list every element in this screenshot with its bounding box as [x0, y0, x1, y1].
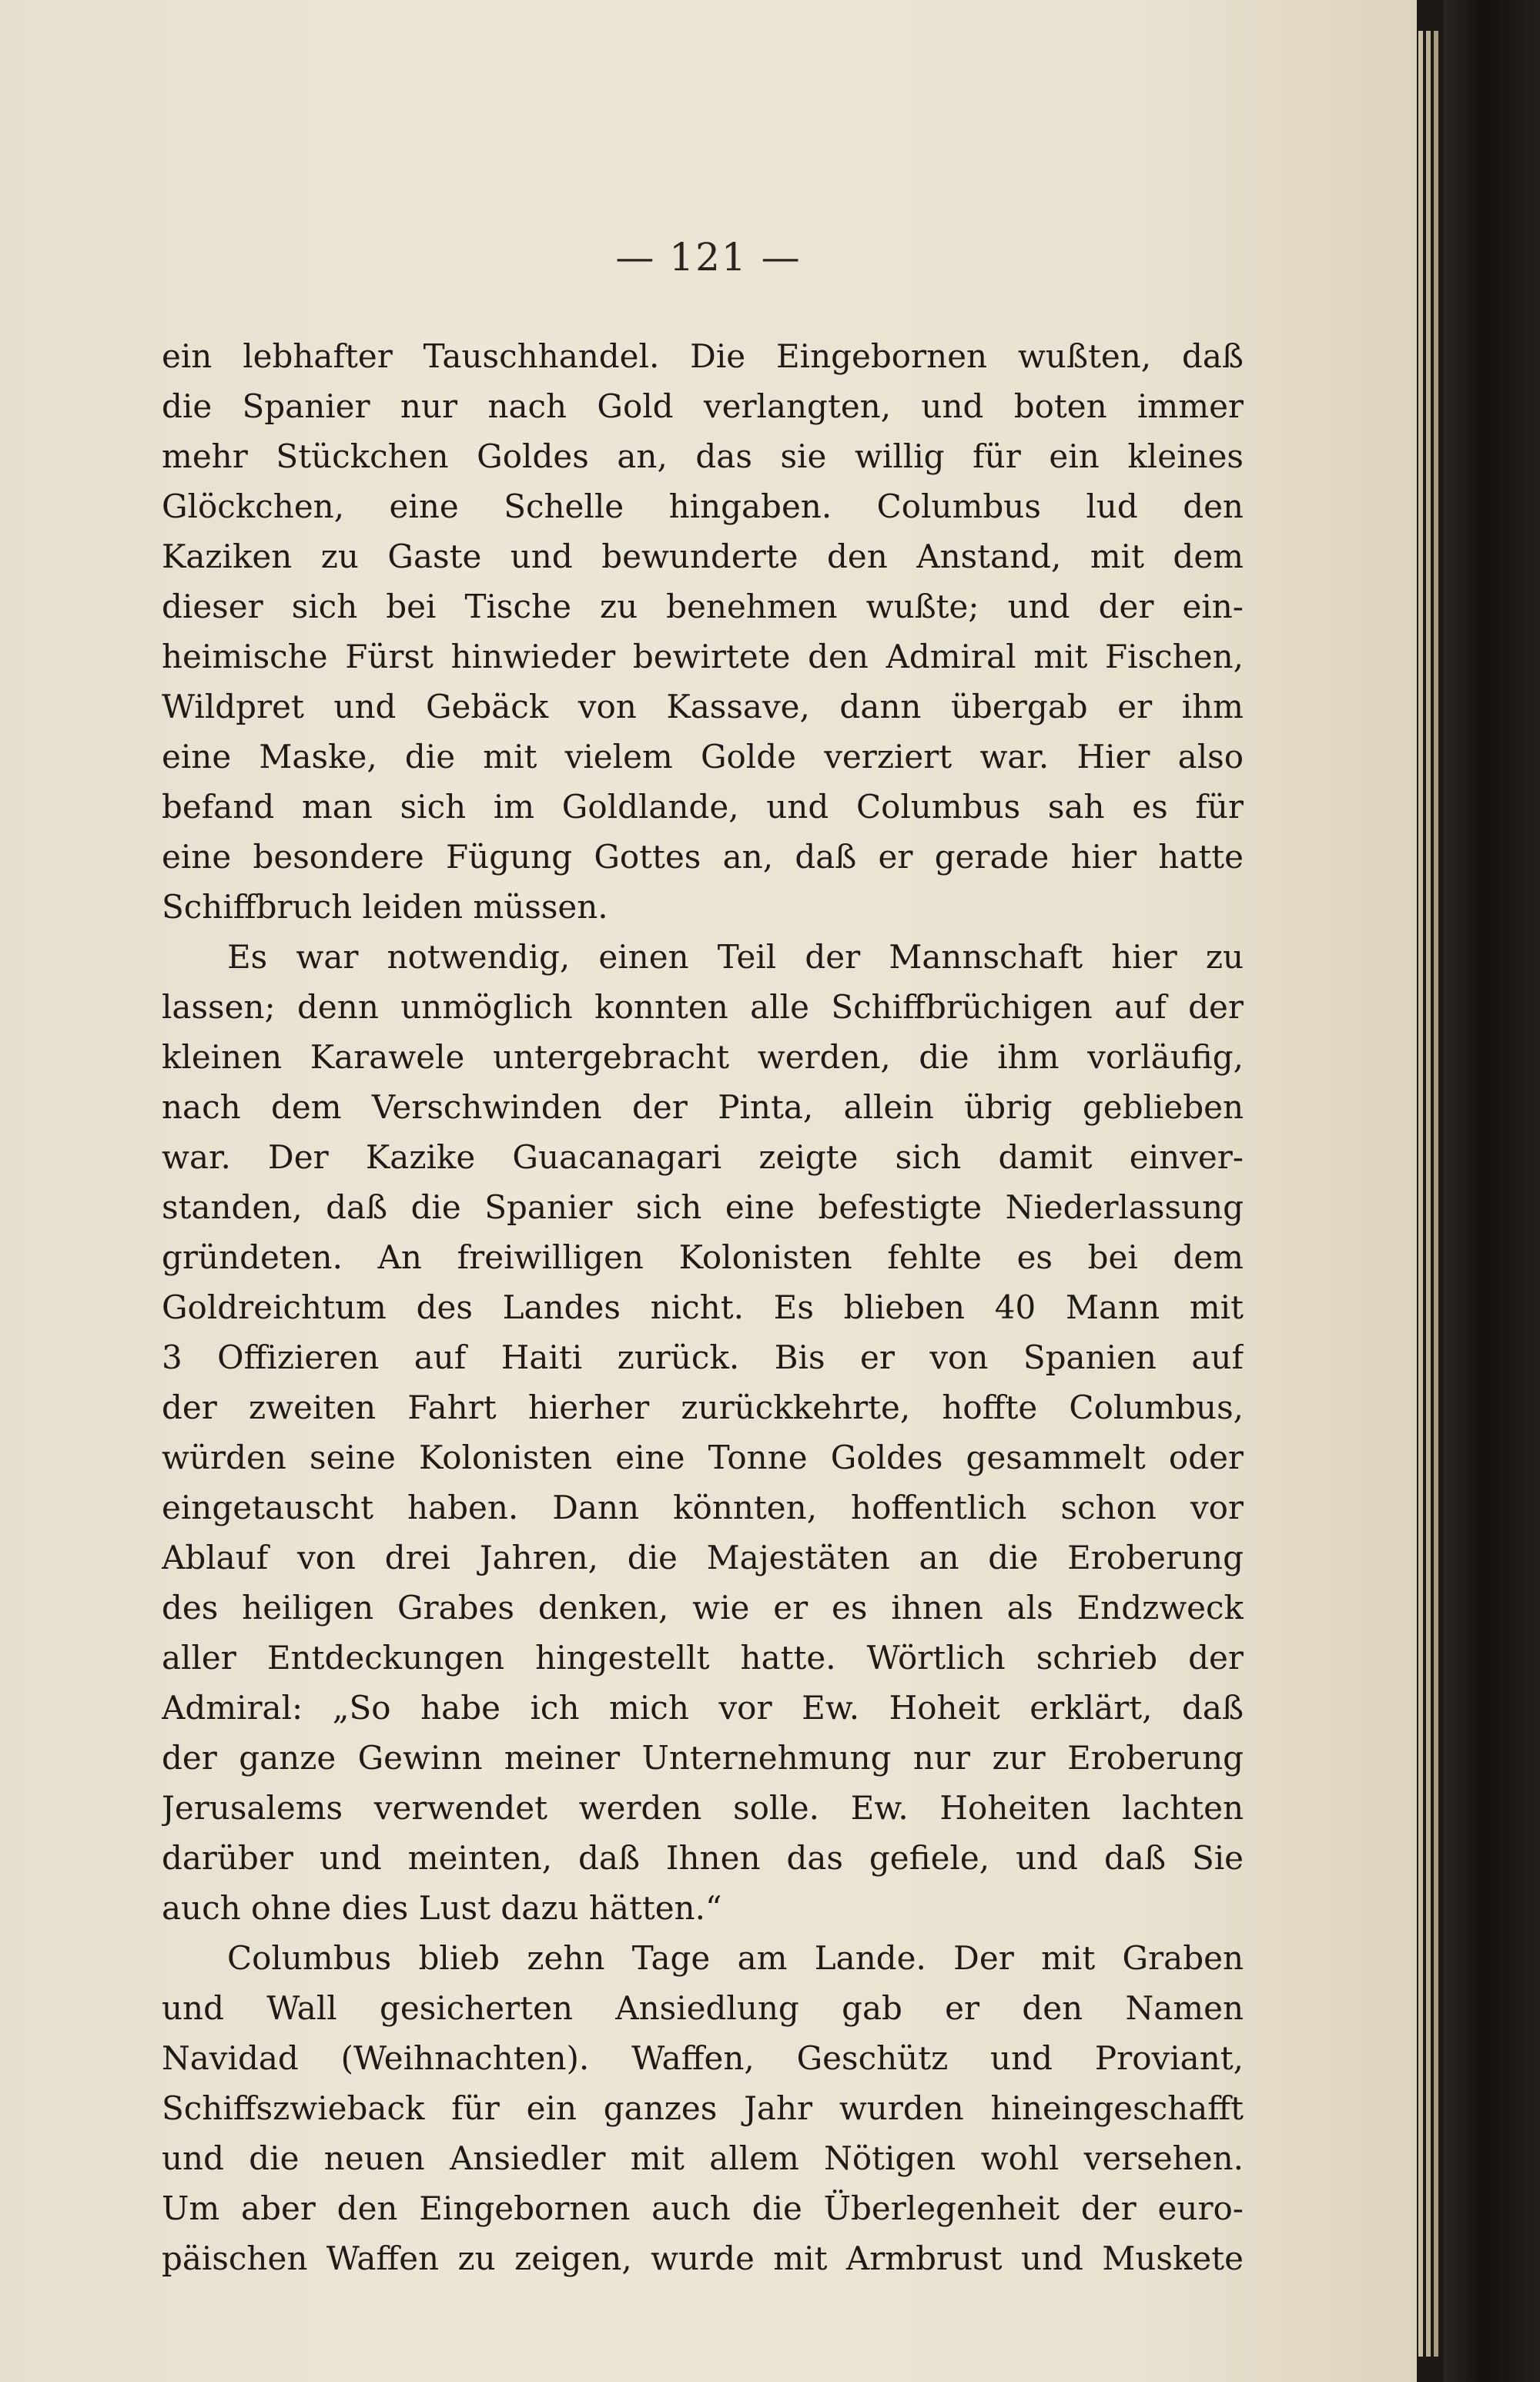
page-edge [1434, 31, 1438, 2357]
text-line: dieser sich bei Tische zu benehmen wußte; und der ein- [162, 588, 1244, 625]
text-line: Goldreichtum des Landes nicht. Es blieben 40 Mann mit [162, 1288, 1244, 1326]
text-line: eine Maske, die mit vielem Golde verziert war. Hier also [162, 738, 1244, 776]
text-line: aller Entdeckungen hingestellt hatte. Wörtlich schrieb der [162, 1639, 1244, 1677]
book-binding [1444, 0, 1540, 2382]
text-line: päischen Waffen zu zeigen, wurde mit Armbrust und Muskete [162, 2240, 1244, 2277]
text-line: befand man sich im Goldlande, und Columbus sah es für [162, 788, 1244, 826]
text-line: Navidad (Weihnachten). Waffen, Geschütz und Proviant, [162, 2039, 1244, 2077]
text-line: der ganze Gewinn meiner Unternehmung nur zur Eroberung [162, 1739, 1244, 1777]
text-line: eingetauscht haben. Dann könnten, hoffentlich schon vor [162, 1489, 1244, 1526]
page-edge [1418, 31, 1423, 2357]
text-line: Wildpret und Gebäck von Kassave, dann übergab er ihm [162, 688, 1244, 725]
text-line: Um aber den Eingebornen auch die Überlegenheit der euro- [162, 2189, 1244, 2227]
text-line: würden seine Kolonisten eine Tonne Goldes gesammelt oder [162, 1439, 1244, 1476]
text-line: eine besondere Fügung Gottes an, daß er gerade hier hatte [162, 838, 1244, 876]
text-line: Ablauf von drei Jahren, die Majestäten an die Eroberung [162, 1539, 1244, 1576]
text-line: die Spanier nur nach Gold verlangten, und boten immer [162, 387, 1244, 425]
text-line: des heiligen Grabes denken, wie er es ihnen als Endzweck [162, 1589, 1244, 1627]
text-line: standen, daß die Spanier sich eine befestigte Niederlassung [162, 1188, 1244, 1226]
text-line: nach dem Verschwinden der Pinta, allein übrig geblieben [162, 1088, 1244, 1126]
text-line: Admiral: „So habe ich mich vor Ew. Hoheit erklärt, daß [162, 1689, 1244, 1727]
text-line: Jerusalems verwendet werden solle. Ew. Hoheiten lachten [162, 1789, 1244, 1827]
text-line: Columbus blieb zehn Tage am Lande. Der mit Graben [227, 1939, 1244, 1977]
text-line: war. Der Kazike Guacanagari zeigte sich damit einver- [162, 1138, 1244, 1176]
text-line: ein lebhafter Tauschhandel. Die Eingebornen wußten, daß [162, 337, 1244, 375]
text-line: mehr Stückchen Goldes an, das sie willig für ein kleines [162, 437, 1244, 475]
text-line: Schiffszwieback für ein ganzes Jahr wurden hineingeschafft [162, 2089, 1244, 2127]
page-number: — 121 — [615, 235, 802, 280]
text-line: 3 Offizieren auf Haiti zurück. Bis er von Spanien auf [162, 1338, 1244, 1376]
text-line: gründeten. An freiwilligen Kolonisten fehlte es bei dem [162, 1238, 1244, 1276]
text-line: Glöckchen, eine Schelle hingaben. Columbus lud den [162, 487, 1244, 525]
page-edge [1426, 31, 1431, 2357]
text-line: auch ohne dies Lust dazu hätten.“ [162, 1889, 722, 1927]
text-line: Kaziken zu Gaste und bewunderte den Anstand, mit dem [162, 538, 1244, 575]
text-line: und die neuen Ansiedler mit allem Nötigen wohl versehen. [162, 2139, 1244, 2177]
text-line: darüber und meinten, daß Ihnen das gefiele, und daß Sie [162, 1839, 1244, 1877]
body-text [162, 331, 1244, 2283]
text-line: und Wall gesicherten Ansiedlung gab er den Namen [162, 1989, 1244, 2027]
text-line: Schiffbruch leiden müssen. [162, 888, 608, 926]
text-line: lassen; denn unmöglich konnten alle Schiffbrüchigen auf der [162, 988, 1244, 1026]
text-line: heimische Fürst hinwieder bewirtete den Admiral mit Fischen, [162, 638, 1244, 675]
text-line: Es war notwendig, einen Teil der Mannschaft hier zu [227, 938, 1244, 976]
text-line: der zweiten Fahrt hierher zurückkehrte, hoffte Columbus, [162, 1389, 1244, 1426]
text-line: kleinen Karawele untergebracht werden, die ihm vorläufig, [162, 1038, 1244, 1076]
